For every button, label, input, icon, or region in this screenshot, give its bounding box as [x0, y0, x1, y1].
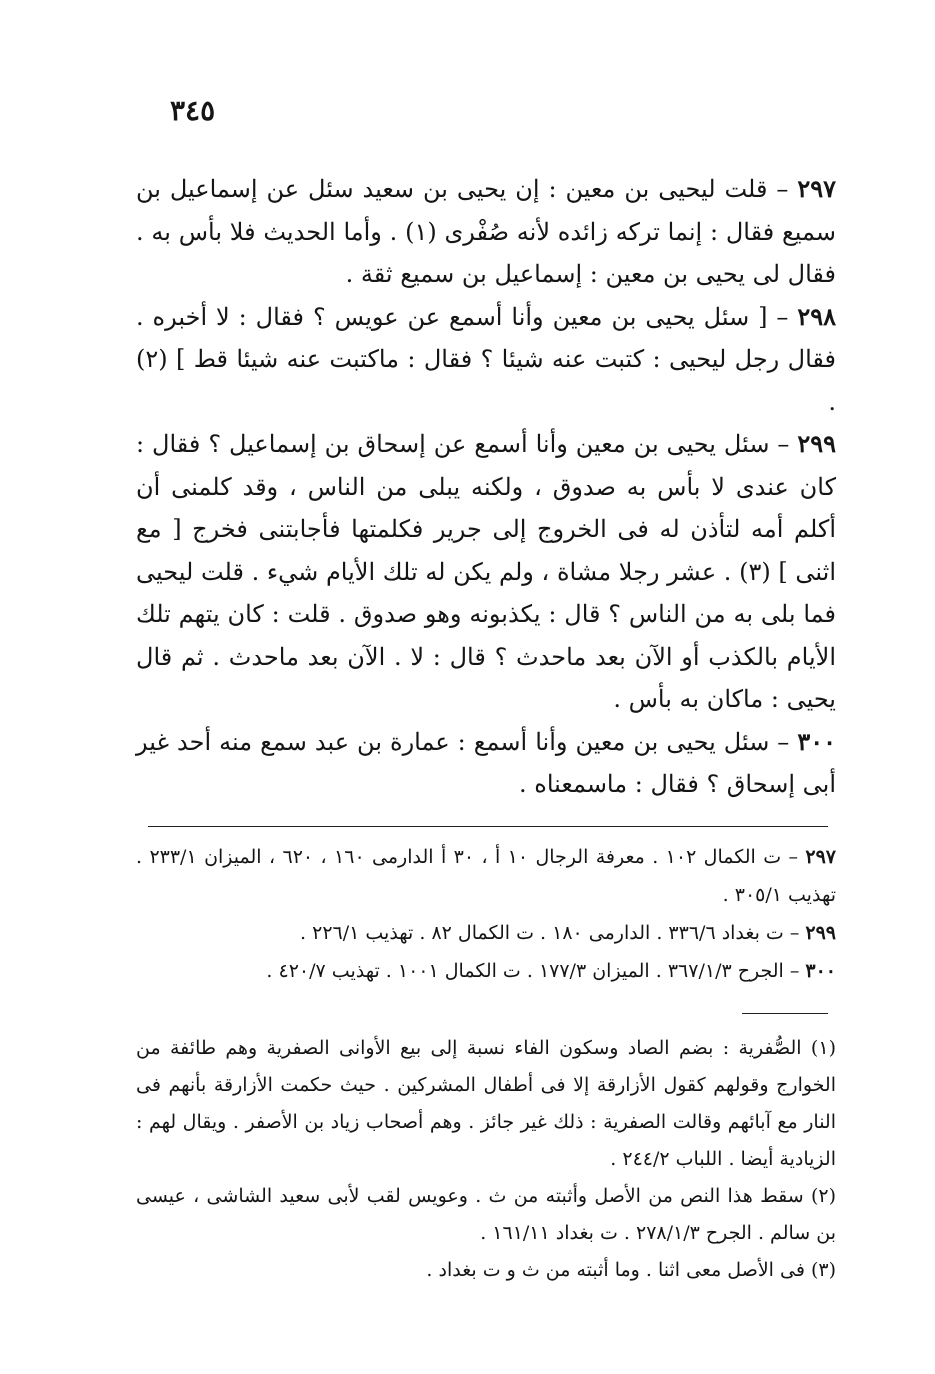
entry-text: – قلت ليحيى بن معين : إن يحيى بن سعيد سئل عن إسماعيل بن سميع فقال : إنما تركه زائده لأنه صُفْرى (١) . وأما الحديث فلا بأس به . فقال لى يحيى بن معين : إسماعيل بن سميع ثقة . — [136, 175, 836, 288]
reference-number: ٣٠٠ — [805, 960, 836, 982]
footnotes-divider — [742, 1013, 828, 1014]
footnote-3: (٣) فى الأصل معى اثنا . وما أثبته من ث و ت بغداد . — [426, 1259, 836, 1281]
entry-text: – سئل يحيى بن معين وأنا أسمع : عمارة بن عبد سمع منه أحد غير أبى إسحاق ؟ فقال : ماسمعناه . — [136, 727, 836, 798]
main-text — [136, 168, 836, 806]
footnote-2: (٢) سقط هذا النص من الأصل وأثبته من ث . وعويس لقب لأبى سعيد الشاشى ، عيسى بن سالم . الجرح ٢٧٨/١/٣ . ت بغداد ١٦١/١١ . — [136, 1185, 836, 1244]
page-number: ٣٤٥ — [170, 94, 216, 127]
reference-number: ٢٩٧ — [805, 846, 836, 868]
entry-298 — [136, 296, 836, 424]
reference-text: – ت الكمال ١٠٢ . معرفة الرجال ١٠ أ ، ٣٠ أ الدارمى ١٦٠ ، ٦٢٠ ، الميزان ٢٣٣/١ . تهذيب ٣٠٥/١ . — [136, 846, 836, 906]
entry-number: ٢٩٧ — [797, 174, 836, 203]
references-divider — [148, 826, 828, 827]
reference-300 — [136, 952, 836, 990]
entry-number: ٢٩٩ — [797, 429, 836, 458]
entry-text: – سئل يحيى بن معين وأنا أسمع عن إسحاق بن إسماعيل ؟ فقال : كان عندى لا بأس به صدوق ، ولكنه يبلى من الناس ، وقد كلمنى أن أكلم أمه لتأذن له فى الخروج إلى جرير فكلمتها فأجابتنى فخرج [ مع اثنى ] (٣) . عشر رجلا مشاة ، ولم يكن له تلك الأيام شيء . قلت ليحيى فما بلى به من الناس ؟ قال : يكذبونه وهو صدوق . قلت : كان يتهم تلك الأيام بالكذب أو الآن بعد ماحدث ؟ قال : لا . الآن بعد ماحدث . ثم قال يحيى : ماكان به بأس . — [136, 430, 836, 713]
references — [136, 838, 836, 990]
entry-text: – [ سئل يحيى بن معين وأنا أسمع عن عويس ؟ فقال : لا أخبره . فقال رجل ليحيى : كتبت عنه شيئا ؟ فقال : ماكتبت عنه شيئا قط ] (٢) . — [136, 302, 836, 416]
entry-299 — [136, 423, 836, 721]
footnotes — [136, 1030, 836, 1289]
entry-300 — [136, 721, 836, 806]
footnote-1: (١) الصُّفرية : بضم الصاد وسكون الفاء نسبة إلى بيع الأوانى الصفرية وهم طائفة من الخوارج وقولهم كقول الأزارقة إلا فى أطفال المشركين . حيث حكمت الأزارقة بأنهم فى النار مع آبائهم وقالت الصفرية : ذلك غير جائز . وهم أصحاب زياد بن الأصفر . ويقال لهم : الزيادية أيضا . اللباب ٢٤٤/٢ . — [136, 1037, 836, 1170]
reference-text: – ت بغداد ٣٣٦/٦ . الدارمى ١٨٠ . ت الكمال ٨٢ . تهذيب ٢٢٦/١ . — [300, 922, 806, 944]
reference-297 — [136, 838, 836, 914]
entry-number: ٢٩٨ — [797, 301, 836, 331]
entry-297 — [136, 168, 836, 296]
reference-number: ٢٩٩ — [805, 922, 836, 944]
entry-number: ٣٠٠ — [797, 726, 836, 756]
reference-299 — [136, 914, 836, 952]
reference-text: – الجرح ٣٦٧/١/٣ . الميزان ١٧٧/٣ . ت الكمال ١٠٠١ . تهذيب ٤٢٠/٧ . — [266, 960, 806, 982]
